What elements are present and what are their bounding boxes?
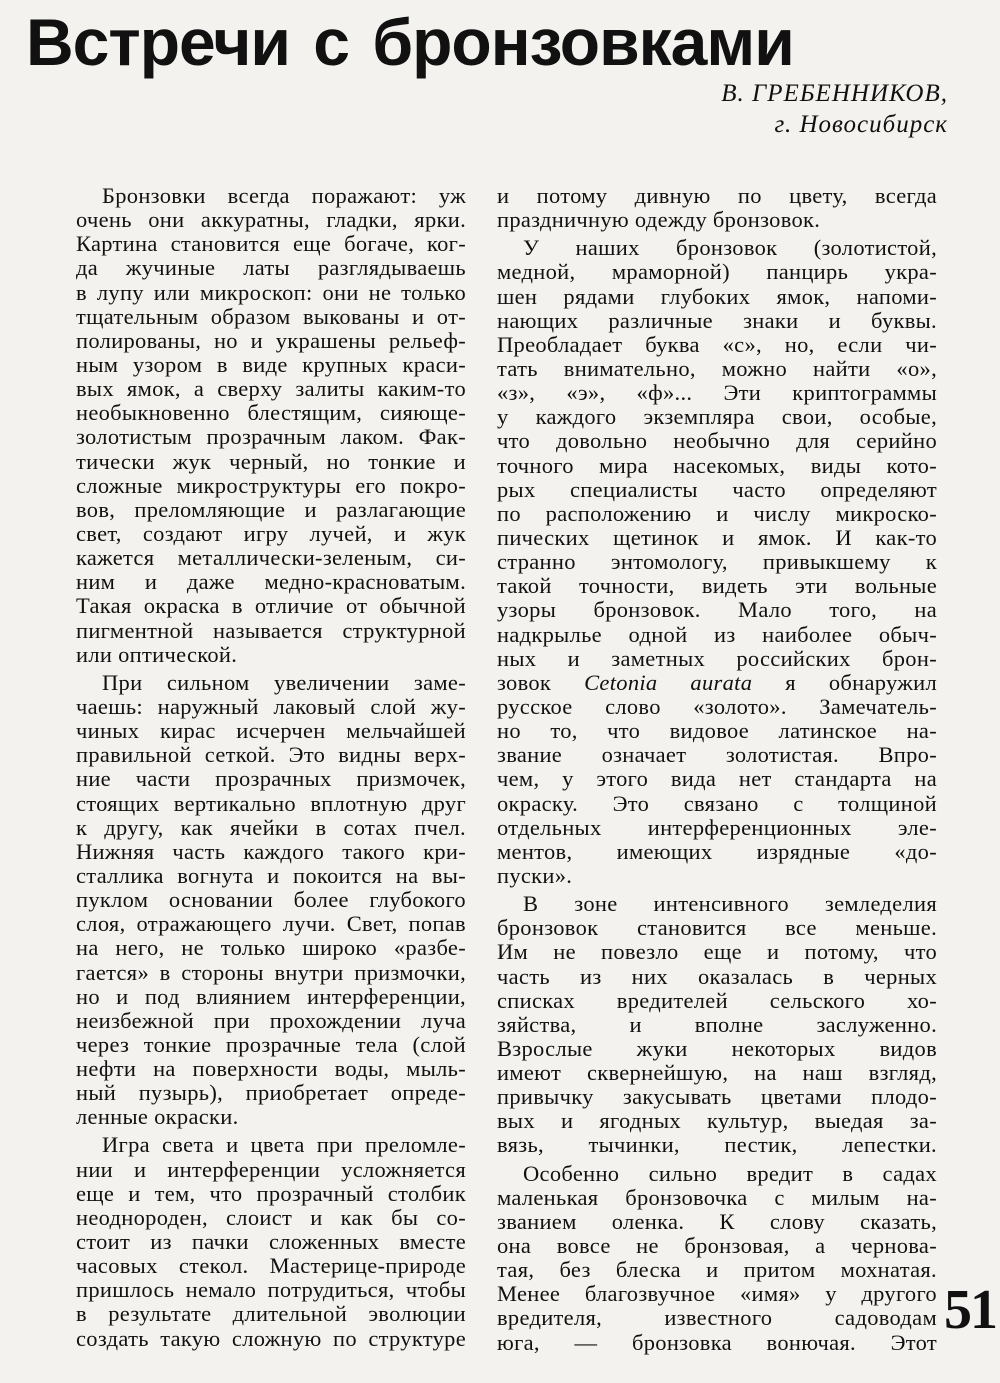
text-line: У наших бронзовок (золотистой, — [523, 235, 937, 261]
text-line: в результате длительной эволюции — [76, 1301, 466, 1327]
text-line: такой точности, видеть эти вольные — [497, 573, 937, 599]
text-line: Бронзовки всегда поражают: уж — [102, 183, 466, 208]
text-line: странно энтомологу, привыкшему к — [497, 549, 937, 575]
text-line: к другу, как ячейки в сотах пчел. — [76, 814, 466, 840]
text-line: вых ямок, а сверху залиты каким-то — [76, 376, 466, 402]
text-line: у каждого экземпляра свои, особые, — [497, 404, 937, 430]
text-line: шен рядами глубоких ямок, напоми- — [497, 283, 937, 309]
text-line: создать такую сложную по структуре — [76, 1325, 466, 1351]
text-line: стоит из пачки сложенных вместе — [76, 1229, 466, 1255]
text-line: Менее благозвучное «имя» у другого — [497, 1281, 937, 1307]
text-line: ленные окраски. — [76, 1104, 239, 1130]
text-line: пигментной называется структурной — [76, 617, 466, 643]
text-line: Им не повезло еще и потому, что — [497, 939, 937, 965]
text-line: юга, — бронзовка вонючая. Этот — [497, 1329, 937, 1355]
text-line: гается» в стороны внутри призмочки, — [76, 959, 466, 985]
text-line: пуски». — [497, 862, 573, 888]
text-line: окраску. Это связано с толщиной — [497, 790, 937, 816]
text-line: нии и интерференции усложняется — [76, 1156, 466, 1182]
text-line: вязь, тычинки, пестик, лепестки. — [497, 1132, 937, 1158]
text-line: пуклом основании более глубокого — [76, 887, 466, 913]
text-line: Игра света и цвета при преломле- — [102, 1132, 466, 1158]
text-line: сталлика вогнута и покоится на вы- — [76, 862, 466, 888]
text-fragment: я обнаружил — [752, 669, 937, 695]
text-line: неоднороден, слоист и как бы со- — [76, 1204, 466, 1230]
text-line: пришлось немало потрудиться, чтобы — [76, 1277, 466, 1303]
text-line: «з», «э», «ф»... Эти криптограммы — [497, 380, 937, 406]
text-line: полированы, но и украшены рельеф- — [76, 327, 466, 353]
text-line: ние части прозрачных призмочек, — [76, 766, 466, 792]
text-line: отдельных интерференционных эле- — [497, 814, 937, 840]
text-line: Преобладает буква «с», но, если чи- — [497, 331, 937, 357]
text-line: ный пузырь), приобретает опреде- — [76, 1080, 466, 1106]
text-line: вых и ягодных культур, выедая за- — [497, 1108, 937, 1134]
text-line: тически жук черный, но тонкие и — [76, 448, 466, 474]
text-line: нающих различные знаки и буквы. — [497, 307, 937, 333]
text-line: часовых стекол. Мастерице-природе — [76, 1253, 466, 1279]
text-line: еще и тем, что прозрачный столбик — [76, 1180, 466, 1206]
text-line: точного мира насекомых, виды кото- — [497, 452, 937, 478]
text-line: В зоне интенсивного земледелия — [523, 891, 937, 917]
text-line: и потому дивную по цвету, всегда — [497, 183, 937, 208]
text-line: Нижняя часть каждого такого кри- — [76, 838, 466, 864]
text-line: но то, что видовое латинское на- — [497, 718, 937, 744]
text-line: бронзовок становится все меньше. — [497, 915, 937, 941]
article-title: Встречи с бронзовками — [26, 5, 794, 79]
text-line: но и под влиянием интерференции, — [76, 983, 466, 1009]
text-line: Особенно сильно вредит в садах — [523, 1160, 937, 1186]
text-line: чаешь: наружный лаковый слой жу- — [76, 693, 466, 719]
text-line: Такая окраска в отличие от обычной — [76, 593, 466, 619]
text-line: ним и даже медно-красноватым. — [76, 569, 466, 595]
text-line: тая, без блеска и притом мохнатая. — [497, 1257, 937, 1283]
text-line: надкрылье одной из наиболее обыч- — [497, 621, 937, 647]
text-line: неизбежной при прохождении луча — [76, 1007, 466, 1033]
text-line: вредителя, известного садоводам — [497, 1305, 937, 1331]
text-line: часть из них оказалась в черных — [497, 963, 937, 989]
text-line: списках вредителей сельского хо- — [497, 987, 937, 1013]
text-line: Взрослые жуки некоторых видов — [497, 1035, 937, 1061]
text-line: ным узором в виде крупных краси- — [76, 351, 466, 377]
text-fragment: зовок — [497, 669, 585, 695]
text-line: на него, не только широко «разбе- — [76, 935, 466, 961]
text-line: необыкновенно блестящим, сияюще- — [76, 400, 466, 426]
text-line: что довольно необычно для серийно — [497, 428, 937, 454]
byline — [721, 78, 948, 140]
page-number: 51 — [944, 1279, 996, 1341]
right-text-column — [497, 184, 937, 1355]
text-line: стоящих вертикально вплотную друг — [76, 790, 466, 816]
text-line: в лупу или микроскоп: они не только — [76, 279, 466, 305]
text-line: она вовсе не бронзовая, а чернова- — [497, 1233, 937, 1259]
text-line — [497, 671, 937, 695]
text-line: тать внимательно, можно найти «о», — [497, 355, 937, 381]
text-line: свет, создают игру лучей, и жук — [76, 520, 466, 546]
author-name: В. ГРЕБЕННИКОВ, — [721, 80, 948, 107]
text-line: русское слово «золото». Замечатель- — [497, 693, 937, 719]
text-line: праздничную одежду бронзовок. — [497, 207, 821, 233]
text-line: звание означает золотистая. Впро- — [497, 742, 937, 768]
text-line: узоры бронзовок. Мало того, на — [497, 597, 937, 623]
text-line: правильной сеткой. Это видны верх- — [76, 742, 466, 768]
latin-species-name: Cetonia aurata — [584, 669, 753, 695]
text-line: пических щетинок и ямок. И как-то — [497, 524, 937, 550]
text-line: тщательным образом выкованы и от- — [76, 303, 466, 329]
author-city: г. Новосибирск — [774, 111, 948, 138]
text-line: сложные микроструктуры его покро- — [76, 472, 466, 498]
text-line: званием оленка. К слову сказать, — [497, 1208, 937, 1234]
text-line: медной, мраморной) панцирь укра- — [497, 259, 937, 285]
text-line: золотистым прозрачным лаком. Фак- — [76, 424, 466, 450]
text-line: нефти на поверхности воды, мыль- — [76, 1056, 466, 1082]
text-line: кажется металлически-зеленым, си- — [76, 545, 466, 571]
text-line: привычку закусывать цветами плодо- — [497, 1084, 937, 1110]
text-line: через тонкие прозрачные тела (слой — [76, 1031, 466, 1057]
text-line: маленькая бронзовочка с милым на- — [497, 1184, 937, 1210]
text-line: ных и заметных российских брон- — [497, 645, 937, 671]
text-line: имеют сквернейшую, на наш взгляд, — [497, 1060, 937, 1086]
text-line: При сильном увеличении заме- — [102, 669, 466, 695]
text-line: слоя, отражающего лучи. Свет, попав — [76, 911, 466, 937]
text-line: рых специалисты часто определяют — [497, 476, 937, 502]
text-line: чем, у этого вида нет стандарта на — [497, 766, 937, 792]
text-line: зяйства, и вполне заслуженно. — [497, 1011, 937, 1037]
text-line: очень они аккуратны, гладки, ярки. — [76, 207, 466, 233]
text-line: Картина становится еще богаче, ког- — [76, 231, 466, 257]
text-line: ментов, имеющих изрядные «до- — [497, 838, 937, 864]
text-line: чиных кирас исчерчен мельчайшей — [76, 718, 466, 744]
text-line: или оптической. — [76, 641, 238, 667]
text-line: да жучиные латы разглядываешь — [76, 255, 466, 281]
text-line: вов, преломляющие и разлагающие — [76, 496, 466, 522]
left-text-column — [76, 184, 466, 1351]
text-line: по расположению и числу микроско- — [497, 500, 937, 526]
